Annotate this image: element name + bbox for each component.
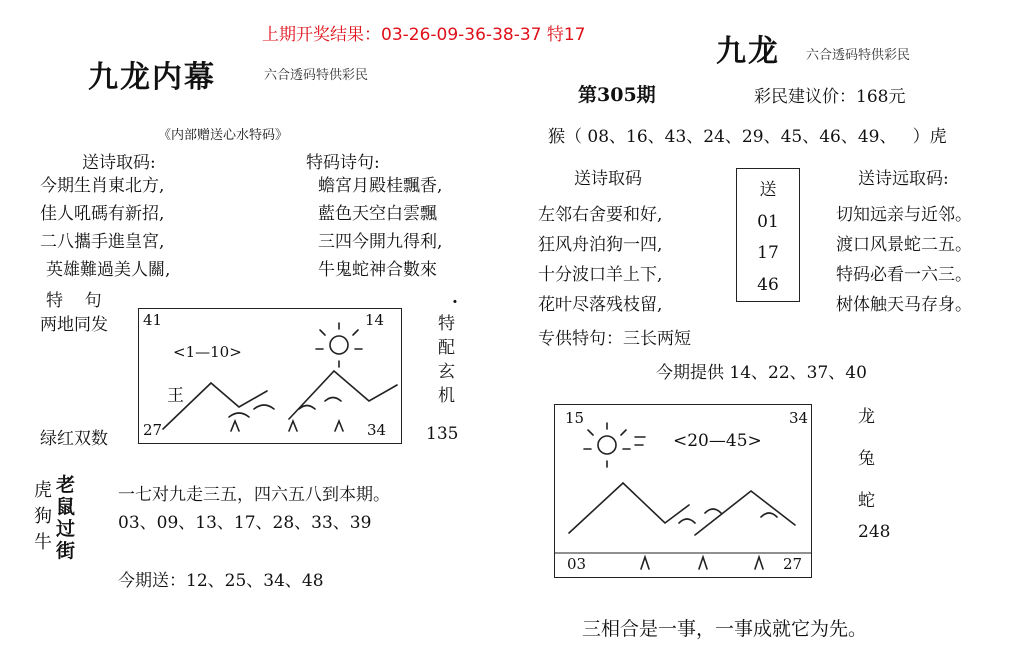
- sketch-corner-tl: 41: [143, 311, 163, 329]
- special-poem-line: 藍色天空白雲飄: [318, 204, 437, 224]
- left-poem: [40, 172, 170, 284]
- sketch-corner-tr: 34: [789, 409, 809, 427]
- right-zodiacs: [858, 396, 875, 522]
- zodiac-char: 虎: [34, 480, 52, 501]
- right-poem-line: 渡口风景蛇二五。: [836, 235, 972, 255]
- left-sketch-drawing: [139, 309, 401, 443]
- left-poem-line: 佳人吼碼有新招,: [40, 204, 165, 224]
- right-poem-line: 狂风舟泊狗一四,: [538, 235, 663, 255]
- vertical-char: 配: [438, 338, 455, 358]
- right-poem-line: 树体触天马存身。: [836, 295, 972, 315]
- zodiac-char: 老: [56, 474, 76, 496]
- special-phrase-value: 两地同发: [40, 315, 108, 335]
- zodiac-char: 牛: [34, 532, 52, 553]
- vertical-char: 机: [438, 386, 455, 406]
- send-box-label: 送: [759, 179, 777, 200]
- last-result-text: 上期开奖结果：03-26-09-36-38-37 特17: [262, 25, 586, 45]
- issue-number: 第305期: [578, 84, 656, 106]
- right-poem-title: 送诗取码: [574, 169, 642, 189]
- sketch-corner-bl: 03: [567, 555, 587, 573]
- right-poem-left: [538, 200, 662, 320]
- left-sketch-box: [138, 308, 402, 444]
- special-poem: [318, 172, 442, 284]
- left-poem-line: 今期生肖東北方,: [40, 176, 165, 196]
- right-poem-line: 十分波口羊上下,: [538, 265, 663, 285]
- right-title: 九龙: [716, 34, 780, 69]
- right-poem-right-title: 送诗远取码:: [858, 169, 949, 189]
- bottom-slogan: 三相合是一事，一事成就它为先。: [582, 618, 868, 640]
- right-poem-line: 特码必看一六三。: [836, 265, 972, 285]
- numbers-line: 03、09、13、17、28、33、39: [118, 513, 372, 533]
- send-box-number: 01: [757, 211, 779, 232]
- suggested-price: 彩民建议价：168元: [754, 87, 906, 107]
- today-provide: 今期提供 14、22、37、40: [656, 363, 867, 383]
- pair-line: 一七对九走三五，四六五八到本期。: [118, 485, 390, 505]
- right-poem-line: 左邻右舍要和好,: [538, 205, 663, 225]
- zodiac-char: 鼠: [56, 496, 76, 518]
- zodiac-right: [56, 474, 75, 562]
- today-send: 今期送：12、25、34、48: [118, 571, 324, 591]
- vertical-char: 特: [438, 314, 455, 334]
- special-poem-line: 蟾宮月殿桂飄香,: [318, 176, 443, 196]
- monkey-line: 猴（ 08、16、43、24、29、45、46、49、 ）虎: [548, 127, 947, 147]
- left-poem-title: 送诗取码:: [82, 153, 156, 173]
- sketch-corner-br: 27: [783, 555, 803, 573]
- left-poem-line: 二八攜手進皇宮,: [40, 232, 165, 252]
- right-special-phrase: 专供特句：三长两短: [538, 329, 691, 349]
- right-sketch-box: [554, 404, 812, 578]
- special-poem-line: 牛鬼蛇神合數來: [318, 260, 437, 280]
- vertical-char: 玄: [438, 362, 455, 382]
- special-phrase-label: 特 句: [46, 291, 102, 311]
- sketch-arrow-text: <20—45>: [673, 431, 762, 451]
- zodiac-char: 蛇: [858, 491, 875, 511]
- zodiac-char: 兔: [858, 449, 875, 469]
- right-poem-line: 切知远亲与近邻。: [836, 205, 972, 225]
- right-side-number: 248: [858, 522, 891, 542]
- vertical-text: [438, 312, 455, 408]
- inner-tag: 《内部赠送心水特码》: [158, 128, 289, 143]
- left-poem-line: 英雄難過美人關,: [46, 260, 171, 280]
- right-poem-title-left-panel: 特码诗句:: [306, 153, 380, 173]
- left-title: 九龙内幕: [88, 60, 216, 95]
- sketch-corner-tr: 14: [365, 311, 385, 329]
- send-box: [736, 168, 800, 302]
- sketch-corner-br: 34: [367, 421, 387, 439]
- zodiac-left: [34, 478, 52, 556]
- zodiac-char: 过: [56, 518, 76, 540]
- zodiac-char: 龙: [858, 407, 875, 427]
- send-box-number: 17: [757, 243, 779, 264]
- sketch-corner-tl: 15: [565, 409, 585, 427]
- right-poem-line: 花叶尽落残枝留,: [538, 295, 663, 315]
- zodiac-char: 狗: [34, 506, 52, 527]
- right-subtitle: 六合透码特供彩民: [806, 48, 911, 63]
- sketch-glyph: 王: [167, 386, 184, 406]
- left-subtitle: 六合透码特供彩民: [264, 68, 369, 83]
- green-red-label: 绿红双数: [40, 429, 108, 449]
- right-poem-right: [836, 200, 972, 320]
- dot-mark: .: [452, 288, 458, 308]
- left-side-number: 135: [426, 424, 459, 444]
- special-poem-line: 三四今開九得利,: [318, 232, 443, 252]
- zodiac-char: 街: [56, 540, 76, 562]
- sketch-arrow-text: <1—10>: [173, 343, 242, 361]
- send-box-number: 46: [757, 275, 779, 296]
- sketch-corner-bl: 27: [143, 421, 163, 439]
